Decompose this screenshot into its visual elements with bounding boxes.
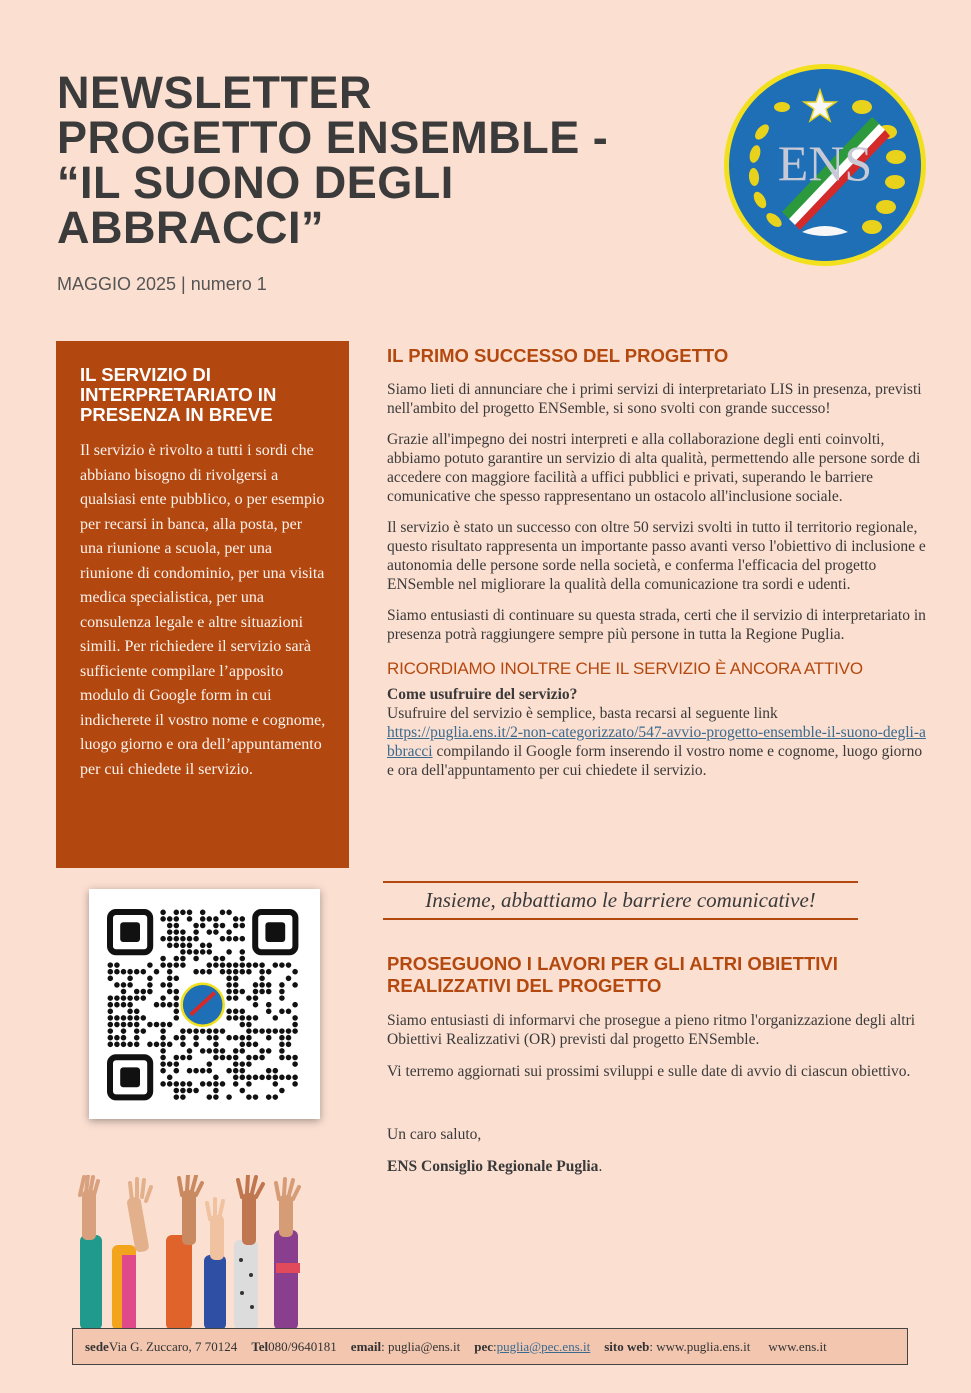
footer-sede-label: sede — [85, 1338, 109, 1354]
footer-contact-bar — [72, 1328, 908, 1365]
footer-tel-label: Tel — [251, 1338, 269, 1354]
raised-hands-illustration — [76, 1175, 326, 1330]
section2-paragraph-1: Siamo entusiasti di informarvi che prosegue a pieno ritmo l'organizzazione degli altri Obiettivi Realizzativi (OR) previsti dal progetto ENSemble. — [387, 1012, 916, 1048]
section1-paragraph-4: Siamo entusiasti di continuare su questa strada, certi che il servizio di interpretariato in presenza potrà raggiungere sempre più persone in tutta la Regione Puglia. — [387, 607, 926, 643]
reminder-after-link: compilando il Google form inserendo il vostro nome e cognome, luogo giorno e ora dell'appuntamento per cui chiedete il servizio. — [387, 743, 923, 779]
section2-heading: PROSEGUONO I LAVORI PER GLI ALTRI OBIETTIVI REALIZZATIVI DEL PROGETTO — [387, 953, 838, 996]
footer-web-label: sito web — [604, 1338, 650, 1354]
closing-signature: ENS Consiglio Regionale Puglia — [387, 1158, 599, 1175]
title-line-2: PROGETTO ENSEMBLE - — [57, 112, 609, 163]
reminder-question: Come usufruire del servizio? — [387, 686, 578, 703]
svg-text:ENS: ENS — [777, 135, 873, 191]
section1-heading: IL PRIMO SUCCESSO DEL PROGETTO — [387, 345, 729, 366]
main-column — [387, 345, 927, 780]
qr-code[interactable] — [89, 889, 320, 1119]
reminder-intro: Usufruire del servizio è semplice, basta recarsi al seguente link — [387, 705, 778, 722]
ens-logo — [722, 62, 928, 268]
footer-pec-label: pec — [474, 1338, 494, 1354]
section1-paragraph-1: Siamo lieti di annunciare che i primi servizi di interpretariato LIS in presenza, previsti nell'ambito del progetto ENSemble, si sono svolti con grande successo! — [387, 381, 922, 417]
quote-text: Insieme, abbattiamo le barriere comunicative! — [425, 888, 816, 912]
footer-web[interactable]: : www.puglia.ens.it — [649, 1338, 751, 1354]
section2-paragraph-2: Vi terremo aggiornati sui prossimi sviluppi e sulle date di avvio di ciascun obiettivo. — [387, 1063, 911, 1080]
reminder-text — [387, 704, 927, 780]
footer-email[interactable]: : puglia@ens.it — [381, 1338, 461, 1354]
closing-signature-end: . — [598, 1158, 603, 1175]
title-line-1: NEWSLETTER — [57, 67, 372, 118]
issue-date: MAGGIO 2025 | numero 1 — [57, 274, 267, 294]
title-line-3: “IL SUONO DEGLI — [57, 157, 454, 208]
closing-greeting: Un caro saluto, — [387, 1126, 482, 1143]
qr-code-image — [89, 889, 320, 1119]
footer-pec-link[interactable]: puglia@pec.ens.it — [496, 1338, 591, 1354]
sidebar-body: Il servizio è rivolto a tutti i sordi che abbiano bisogno di rivolgersi a qualsiasi ente pubblico, o per esempio per recarsi in banca, alla posta, per una riunione a scuola, per una riunione di condominio, per una visita medica specialistica, per una consulenza legale e altre situazioni simili. Per richiedere il servizio sarà sufficiente compilare l’apposito modulo di Google form in cui indicherete il vostro nome e cognome, luogo giorno e ora dell’appuntamento per cui chiedete il servizio. — [80, 442, 326, 778]
reminder-heading: RICORDIAMO INOLTRE CHE IL SERVIZIO È ANCORA ATTIVO — [387, 659, 863, 678]
form-link[interactable]: https://puglia.ens.it/2-non-categorizzato/547-avvio-progetto-ensemble-il-suono-degli-abbracci — [387, 724, 926, 760]
title-line-4: ABBRACCI” — [57, 202, 324, 253]
footer-email-label: email — [350, 1338, 382, 1354]
section1-paragraph-3: Il servizio è stato un successo con oltre 50 servizi svolti in tutto il territorio regionale, questo risultato rappresenta un importante passo avanti verso l'obiettivo di inclusione e autonomia delle persone sorde nella società, e conferma l'efficacia del progetto ENSemble nel migliorare la qualità della comunicazione tra sordi e udenti. — [387, 519, 926, 593]
newsletter-title — [57, 67, 657, 253]
section1-paragraph-2: Grazie all'impegno dei nostri interpreti e alla collaborazione degli enti coinvolti, abbiamo potuto garantire un servizio di alta qualità, permettendo alle persone sorde di accedere con maggiore facilità a uffici pubblici e privati, superando le barriere comunicative che spesso rappresentano un ostacolo all'inclusione sociale. — [387, 431, 921, 505]
quote-block — [383, 881, 858, 920]
footer-pec-separator: : — [493, 1338, 497, 1354]
footer-tel: 080/9640181 — [268, 1338, 337, 1354]
footer-sede: Via G. Zuccaro, 7 70124 — [108, 1338, 238, 1354]
sidebar-heading: IL SERVIZIO DI INTERPRETARIATO IN PRESENZA IN BREVE — [80, 364, 277, 425]
sidebar-box — [56, 341, 349, 868]
footer-site[interactable]: www.ens.it — [768, 1338, 827, 1354]
section2 — [387, 953, 927, 1176]
